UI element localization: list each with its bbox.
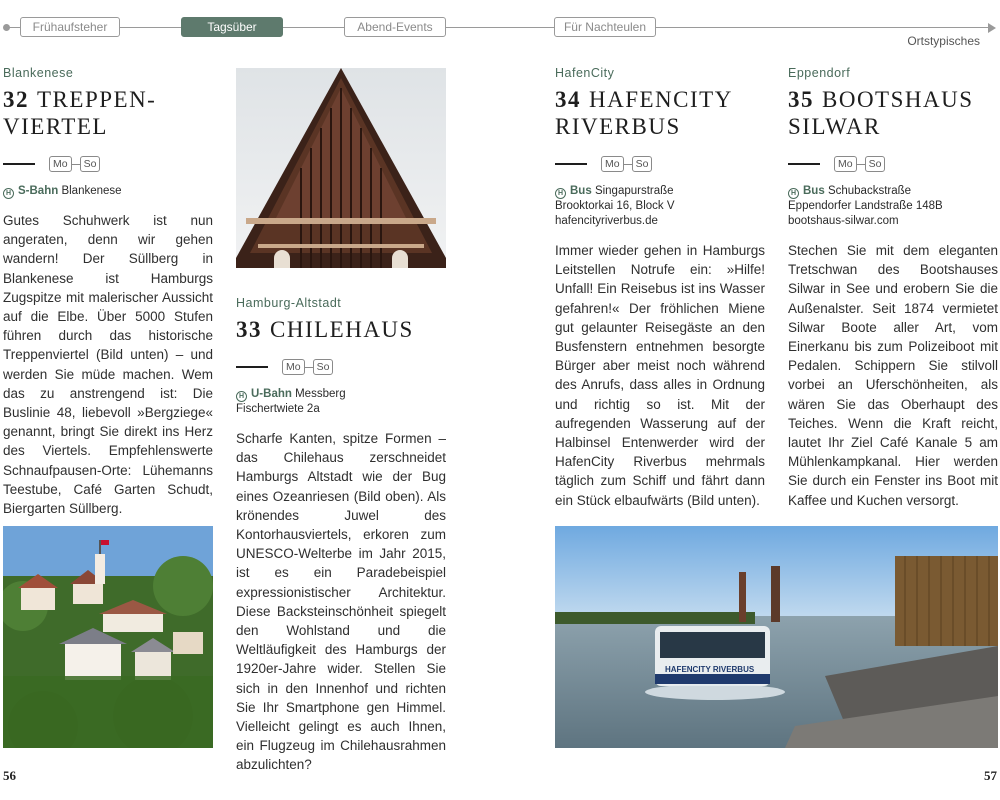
- dash-divider: [236, 366, 268, 368]
- day-range-separator: [857, 164, 865, 165]
- entry-title: [3, 86, 213, 140]
- transit-stop: Singapurstraße: [594, 185, 674, 197]
- day-range-separator: [624, 164, 632, 165]
- transit-mode: Bus: [803, 185, 825, 197]
- title-line-1: BOOTSHAUS: [822, 87, 974, 112]
- timeline-start-dot: [3, 24, 10, 31]
- photo-chilehaus: [236, 68, 446, 268]
- day-to: So: [632, 156, 653, 172]
- stop-sign-icon: H: [3, 188, 14, 199]
- section-timeline: [0, 0, 1000, 40]
- stop-sign-icon: H: [236, 391, 247, 402]
- section-label: Ortstypisches: [907, 34, 980, 48]
- opening-days: [788, 154, 998, 174]
- entry-title: [236, 316, 446, 343]
- title-line-2: RIVERBUS: [555, 114, 681, 139]
- district-label: HafenCity: [555, 66, 615, 80]
- transit-info: [3, 184, 213, 199]
- day-to: So: [313, 359, 334, 375]
- transit-stop: Schubackstraße: [827, 185, 912, 197]
- transit-mode: S-Bahn: [18, 185, 59, 197]
- transit-address: Eppendorfer Landstraße 148B: [788, 200, 943, 212]
- title-line-2: SILWAR: [788, 114, 881, 139]
- opening-days: [236, 357, 446, 377]
- district-label: Eppendorf: [788, 66, 851, 80]
- photo-riverbus: [555, 526, 998, 748]
- entry-number: 32: [3, 87, 29, 112]
- timeline-item-tagsueber[interactable]: Tagsüber: [181, 17, 283, 37]
- bus-side-text: HAFENCITY RIVERBUS: [665, 665, 755, 674]
- timeline-item-fruehaufsteher[interactable]: Frühaufsteher: [20, 17, 120, 37]
- day-from: Mo: [601, 156, 624, 172]
- transit-address: Brooktorkai 16, Block V: [555, 200, 675, 212]
- timeline-arrow-icon: [988, 23, 996, 33]
- transit-mode: Bus: [570, 185, 592, 197]
- transit-info: [788, 184, 998, 229]
- stop-sign-icon: H: [788, 188, 799, 199]
- opening-days: [555, 154, 765, 174]
- entry-number: 35: [788, 87, 814, 112]
- title-line-1: TREPPEN-: [37, 87, 157, 112]
- website-link[interactable]: hafencityriverbus.de: [555, 215, 658, 227]
- entry-title: [555, 86, 765, 140]
- timeline-item-nachteulen[interactable]: Für Nachteulen: [554, 17, 656, 37]
- day-from: Mo: [49, 156, 72, 172]
- entry-32: [3, 66, 213, 518]
- day-range-separator: [305, 367, 313, 368]
- day-to: So: [80, 156, 101, 172]
- opening-days: [3, 154, 213, 174]
- photo-treppenviertel: [3, 526, 213, 748]
- transit-address: Fischertwiete 2a: [236, 403, 320, 415]
- district-label: Blankenese: [3, 66, 74, 80]
- title-line-2: VIERTEL: [3, 114, 108, 139]
- district-label: Hamburg-Altstadt: [236, 296, 342, 310]
- entry-number: 33: [236, 317, 262, 342]
- transit-info: [236, 387, 446, 417]
- timeline-item-abend-events[interactable]: Abend-Events: [344, 17, 446, 37]
- page-number-left: 56: [3, 768, 16, 783]
- dash-divider: [3, 163, 35, 165]
- entry-33: [236, 296, 446, 775]
- day-to: So: [865, 156, 886, 172]
- day-from: Mo: [282, 359, 305, 375]
- transit-stop: Blankenese: [61, 185, 122, 197]
- website-link[interactable]: bootshaus-silwar.com: [788, 215, 899, 227]
- title-line-1: CHILEHAUS: [270, 317, 414, 342]
- dash-divider: [555, 163, 587, 165]
- timeline-line: [6, 27, 990, 28]
- title-line-1: HAFENCITY: [589, 87, 733, 112]
- entry-number: 34: [555, 87, 581, 112]
- page-number-right: 57: [984, 768, 997, 783]
- entry-34: [555, 66, 765, 510]
- day-from: Mo: [834, 156, 857, 172]
- entry-35: [788, 66, 998, 510]
- transit-info: [555, 184, 765, 229]
- dash-divider: [788, 163, 820, 165]
- entry-text: Stechen Sie mit dem eleganten Tretschwan des Bootshauses Silwar in See und erobern Sie die Außenalster. Seit 1874 vermietet Silwar Boote aller Art, vom Einerkanu bis zum Polizeiboot mit Pedalen. Schippern Sie stilvoll vorbei an Uferschönheiten, als wären Sie das Oberhaupt des Teiches. Wenn die Kraft reicht, lautet Ihr Ziel Café Kanale 5 am Mühlenkampkanal. Hier werden Sie durch ein Fenster ins Boot mit Kaffee und Kuchen versorgt.: [788, 243, 998, 508]
- entry-text: Immer wieder gehen in Hamburgs Leitstellen Notrufe ein: »Hilfe! Unfall! Ein Reisebus ist ins Wasser gefahren!« Der fröhlichen Miene gut gelaunter Reisegäste an den Busfenstern entnehmen besorgte Bürger aber meist noch während des Anrufs, dass alles in Ordnung und richtig so ist. Mit der aufregenden Wasserung auf der Halbinsel Entenwerder wird der HafenCity Riverbus mehrmals täglich zum Schiff und fährt dann ein Stück elbaufwärts (Bild unten).: [555, 243, 765, 508]
- transit-stop: Messberg: [295, 388, 346, 400]
- day-range-separator: [72, 164, 80, 165]
- transit-mode: U-Bahn: [251, 388, 292, 400]
- entry-title: [788, 86, 998, 140]
- entry-text: Scharfe Kanten, spitze Formen – das Chilehaus zerschneidet Hamburgs Altstadt wie der Bug eines Ozeanriesen (Bild oben). Als krönendes Juwel des Kontorhausviertels, erkoren zum UNESCO-Welterbe im Jahr 2015, ist es ein Paradebeispiel expressionistischer Architektur. Diese Backsteinschönheit spiegelt den Wohlstand und die Weltläufigkeit des Hamburgs der 1920er-Jahre wider. Stellen Sie sich in den Innenhof und richten Sie Ihr Smartphone gen Himmel. Vielleicht gelingt es auch Ihnen, ein Flugzeug im Chilehausrahmen abzulichten?: [236, 431, 446, 773]
- stop-sign-icon: H: [555, 188, 566, 199]
- entry-text: Gutes Schuhwerk ist nun angeraten, denn wir gehen wandern! Der Süllberg in Blankenese ist Hamburgs Zugspitze mit malerischer Aussicht auf die Elbe. Über 5000 Stufen führen durch das historische Treppenviertel (Bild unten) – und werden Sie müde machen. Wem das zu anstrengend ist: Die Buslinie 48, liebevoll »Bergziege« genannt, bringt Sie direkt ins Herz des Viertels. Empfehlenswerte Schnaufpausen-Orte: Lühemanns Teestube, Café Garten Schudt, Biergarten Süllberg.: [3, 213, 213, 517]
